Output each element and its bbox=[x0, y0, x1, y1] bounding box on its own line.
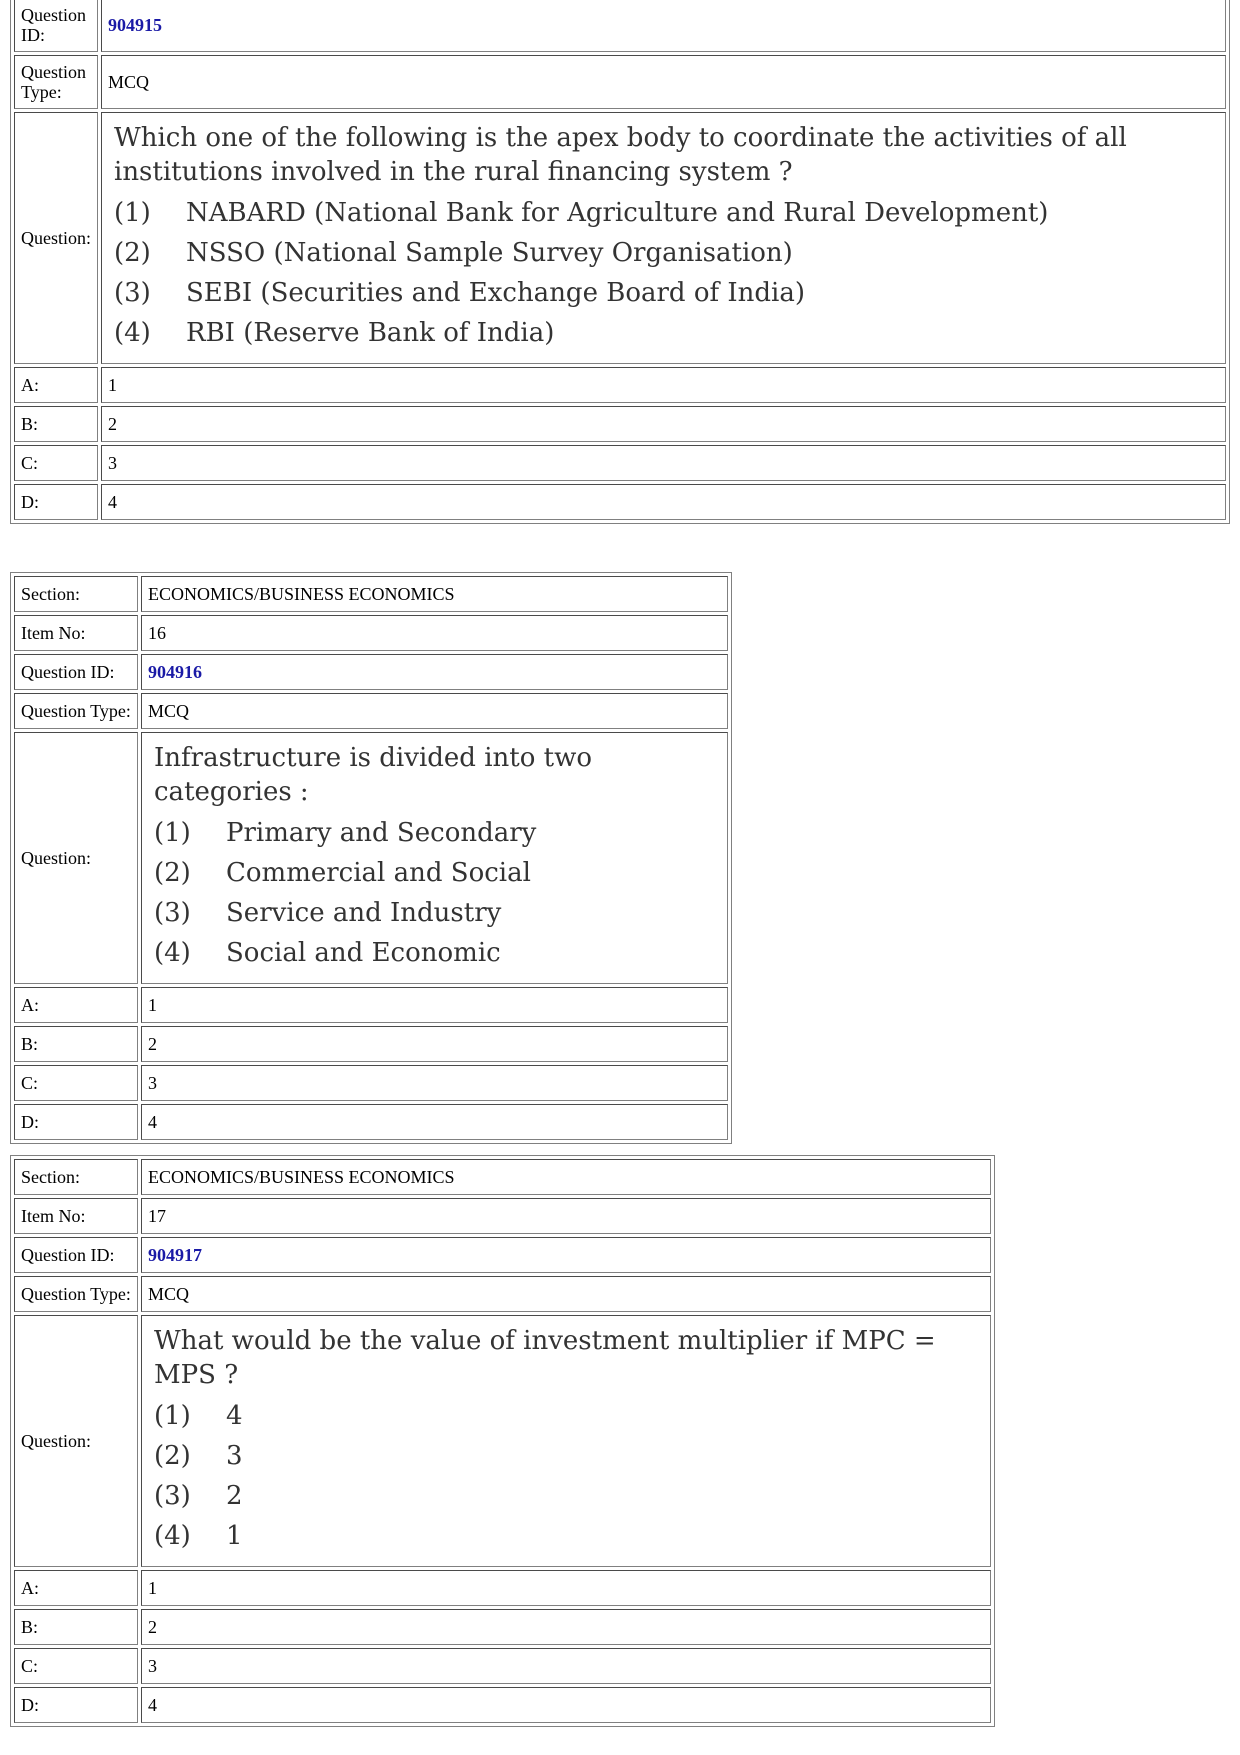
option-number: (1) bbox=[154, 818, 191, 848]
option-3 bbox=[154, 893, 717, 933]
option-2 bbox=[114, 233, 1215, 273]
question-id-label: Question ID: bbox=[14, 1237, 138, 1273]
question-table-904916 bbox=[10, 572, 732, 1144]
item-no-label: Item No: bbox=[14, 1198, 138, 1234]
option-number: (4) bbox=[114, 318, 151, 348]
option-3 bbox=[154, 1476, 980, 1516]
question-type-row bbox=[14, 55, 1226, 109]
option-text: 3 bbox=[226, 1441, 243, 1471]
option-2 bbox=[154, 1436, 980, 1476]
answer-value: 4 bbox=[101, 484, 1226, 520]
answer-row-b bbox=[14, 1026, 728, 1062]
question-text: Which one of the following is the apex body to coordinate the activities of all institutions involved in the rural financing system ? bbox=[114, 123, 1127, 187]
option-text: Primary and Secondary bbox=[226, 818, 537, 848]
question-row bbox=[14, 1315, 991, 1567]
answer-row-d bbox=[14, 1104, 728, 1140]
answer-row-c bbox=[14, 1065, 728, 1101]
option-number: (4) bbox=[154, 938, 191, 968]
question-type-label: Question Type: bbox=[14, 693, 138, 729]
question-label: Question: bbox=[14, 1315, 138, 1567]
option-text: NABARD (National Bank for Agriculture and Rural Development) bbox=[186, 198, 1049, 228]
answer-row-a bbox=[14, 1570, 991, 1606]
option-2 bbox=[154, 853, 717, 893]
answer-value: 3 bbox=[101, 445, 1226, 481]
option-1 bbox=[154, 1396, 980, 1436]
answer-value: 3 bbox=[141, 1648, 991, 1684]
answer-label: C: bbox=[14, 1065, 138, 1101]
item-no-label: Item No: bbox=[14, 615, 138, 651]
answer-value: 4 bbox=[141, 1104, 728, 1140]
option-3 bbox=[114, 273, 1215, 313]
question-type-row bbox=[14, 693, 728, 729]
answer-value: 1 bbox=[101, 367, 1226, 403]
answer-value: 4 bbox=[141, 1687, 991, 1723]
answer-value: 1 bbox=[141, 987, 728, 1023]
question-id-label: Question ID: bbox=[14, 0, 98, 52]
option-text: Service and Industry bbox=[226, 898, 502, 928]
section-value: ECONOMICS/BUSINESS ECONOMICS bbox=[141, 1159, 991, 1195]
question-body bbox=[141, 732, 728, 984]
answer-row-d bbox=[14, 1687, 991, 1723]
question-type-label: Question Type: bbox=[14, 1276, 138, 1312]
option-number: (3) bbox=[154, 1481, 191, 1511]
answer-row-b bbox=[14, 406, 1226, 442]
question-body bbox=[141, 1315, 991, 1567]
item-no-row bbox=[14, 1198, 991, 1234]
question-label: Question: bbox=[14, 732, 138, 984]
question-body bbox=[101, 112, 1226, 364]
section-row bbox=[14, 1159, 991, 1195]
option-4 bbox=[114, 313, 1215, 353]
option-4 bbox=[154, 933, 717, 973]
option-text: 1 bbox=[226, 1521, 243, 1551]
question-row bbox=[14, 112, 1226, 364]
question-text: Infrastructure is divided into two categories : bbox=[154, 743, 592, 807]
section-label: Section: bbox=[14, 1159, 138, 1195]
option-number: (2) bbox=[154, 858, 191, 888]
answer-label: B: bbox=[14, 1026, 138, 1062]
answer-label: D: bbox=[14, 484, 98, 520]
answer-value: 2 bbox=[141, 1609, 991, 1645]
option-number: (2) bbox=[154, 1441, 191, 1471]
answer-label: A: bbox=[14, 987, 138, 1023]
option-text: RBI (Reserve Bank of India) bbox=[186, 318, 555, 348]
option-text: SEBI (Securities and Exchange Board of India) bbox=[186, 278, 805, 308]
option-4 bbox=[154, 1516, 980, 1556]
answer-label: C: bbox=[14, 445, 98, 481]
section-value: ECONOMICS/BUSINESS ECONOMICS bbox=[141, 576, 728, 612]
question-id-label: Question ID: bbox=[14, 654, 138, 690]
question-type-label: Question Type: bbox=[14, 55, 98, 109]
item-no-value: 17 bbox=[141, 1198, 991, 1234]
item-no-value: 16 bbox=[141, 615, 728, 651]
question-id-row bbox=[14, 0, 1226, 52]
answer-label: D: bbox=[14, 1687, 138, 1723]
answer-label: C: bbox=[14, 1648, 138, 1684]
option-text: NSSO (National Sample Survey Organisation) bbox=[186, 238, 793, 268]
option-1 bbox=[154, 813, 717, 853]
answer-row-b bbox=[14, 1609, 991, 1645]
question-id-row bbox=[14, 654, 728, 690]
answer-row-a bbox=[14, 367, 1226, 403]
option-text: 4 bbox=[226, 1401, 243, 1431]
answer-label: A: bbox=[14, 1570, 138, 1606]
option-number: (3) bbox=[114, 278, 151, 308]
answer-row-c bbox=[14, 1648, 991, 1684]
option-number: (1) bbox=[114, 198, 151, 228]
section-label: Section: bbox=[14, 576, 138, 612]
answer-row-d bbox=[14, 484, 1226, 520]
answer-label: B: bbox=[14, 406, 98, 442]
option-1 bbox=[114, 193, 1215, 233]
question-label: Question: bbox=[14, 112, 98, 364]
question-table-904917 bbox=[10, 1155, 995, 1727]
question-row bbox=[14, 732, 728, 984]
answer-value: 3 bbox=[141, 1065, 728, 1101]
item-no-row bbox=[14, 615, 728, 651]
question-id-value: 904915 bbox=[101, 0, 1226, 52]
option-number: (3) bbox=[154, 898, 191, 928]
section-row bbox=[14, 576, 728, 612]
question-id-value: 904917 bbox=[141, 1237, 991, 1273]
option-number: (2) bbox=[114, 238, 151, 268]
question-type-value: MCQ bbox=[101, 55, 1226, 109]
answer-row-c bbox=[14, 445, 1226, 481]
option-text: 2 bbox=[226, 1481, 243, 1511]
option-number: (1) bbox=[154, 1401, 191, 1431]
option-text: Commercial and Social bbox=[226, 858, 531, 888]
question-text: What would be the value of investment multiplier if MPC = MPS ? bbox=[154, 1326, 936, 1390]
question-type-row bbox=[14, 1276, 991, 1312]
question-type-value: MCQ bbox=[141, 693, 728, 729]
answer-value: 2 bbox=[141, 1026, 728, 1062]
question-type-value: MCQ bbox=[141, 1276, 991, 1312]
question-table-904915 bbox=[10, 0, 1230, 524]
option-text: Social and Economic bbox=[226, 938, 501, 968]
answer-label: D: bbox=[14, 1104, 138, 1140]
answer-row-a bbox=[14, 987, 728, 1023]
answer-label: B: bbox=[14, 1609, 138, 1645]
question-id-row bbox=[14, 1237, 991, 1273]
answer-value: 2 bbox=[101, 406, 1226, 442]
option-number: (4) bbox=[154, 1521, 191, 1551]
question-id-value: 904916 bbox=[141, 654, 728, 690]
answer-value: 1 bbox=[141, 1570, 991, 1606]
answer-label: A: bbox=[14, 367, 98, 403]
